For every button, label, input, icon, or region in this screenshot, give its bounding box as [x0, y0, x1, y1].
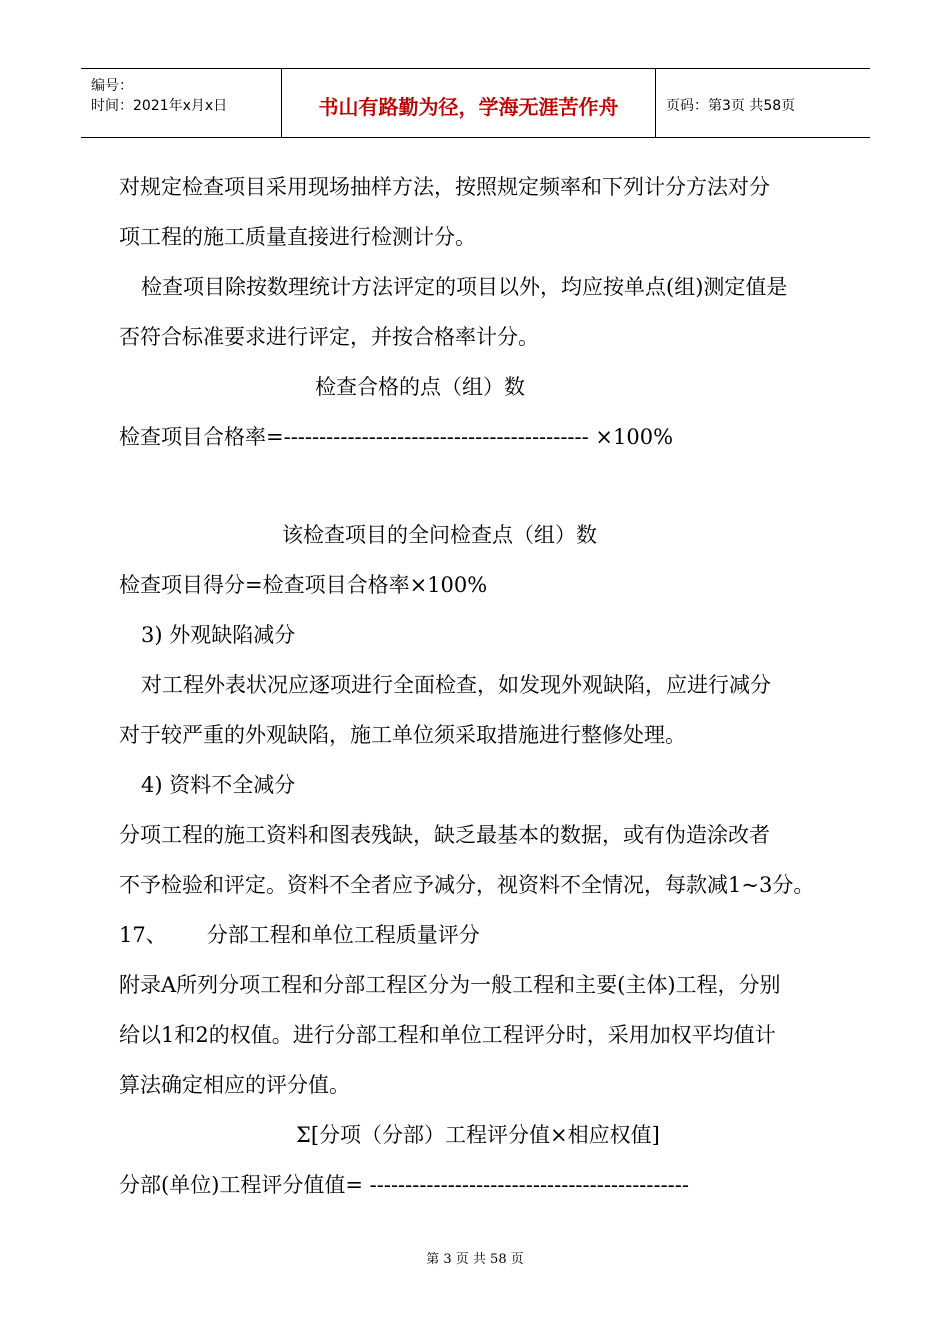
number-label: 编号： [91, 78, 133, 94]
formula-line: 分部(单位)工程评分值值= --------------------------------------------- [119, 1173, 689, 1197]
body-line: 附录A所列分项工程和分部工程区分为一般工程和主要(主体)工程，分别 [119, 973, 781, 997]
body-line: 对规定检查项目采用现场抽样方法，按照规定频率和下列计分方法对分 [119, 175, 770, 199]
numbered-heading: 17、 分部工程和单位工程质量评分 [119, 923, 480, 947]
time-label: 时间：2021年x月x日 [91, 98, 228, 114]
body-line: 检查项目除按数理统计方法评定的项目以外，均应按单点(组)测定值是 [141, 275, 788, 299]
body-line: 分项工程的施工资料和图表残缺，缺乏最基本的数据，或有伪造涂改者 [119, 823, 770, 847]
section-heading: 3) 外观缺陷减分 [141, 623, 296, 647]
body-line: 对于较严重的外观缺陷，施工单位须采取措施进行整修处理。 [119, 723, 686, 747]
motto-text: 书山有路勤为径，学海无涯苦作舟 [318, 95, 619, 119]
body-line: 否符合标准要求进行评定，并按合格率计分。 [119, 325, 539, 349]
page-footer: 第 3 页 共 58 页 [426, 1252, 524, 1267]
header-page-cell [656, 69, 870, 137]
formula-numerator: Σ[分项（分部）工程评分值×相应权值] [296, 1123, 660, 1147]
body-line: 算法确定相应的评分值。 [119, 1073, 350, 1097]
formula-numerator: 检查合格的点（组）数 [315, 375, 525, 399]
page-header [81, 68, 870, 138]
formula-line: 检查项目合格率=------------------------------------------- ×100% [119, 425, 674, 449]
page-info: 页码：第3页 共58页 [666, 98, 796, 114]
header-motto-cell [282, 69, 656, 137]
body-line: 对工程外表状况应逐项进行全面检查，如发现外观缺陷，应进行减分 [141, 673, 771, 697]
header-meta-cell [81, 69, 282, 137]
body-line: 不予检验和评定。资料不全者应予减分，视资料不全情况，每款减1~3分。 [119, 873, 815, 897]
body-line: 项工程的施工质量直接进行检测计分。 [119, 225, 476, 249]
section-heading: 4) 资料不全减分 [141, 773, 296, 797]
body-line: 检查项目得分=检查项目合格率×100% [119, 573, 488, 597]
body-line: 给以1和2的权值。进行分部工程和单位工程评分时，采用加权平均值计 [119, 1023, 776, 1047]
formula-denominator: 该检查项目的全问检查点（组）数 [282, 523, 597, 547]
